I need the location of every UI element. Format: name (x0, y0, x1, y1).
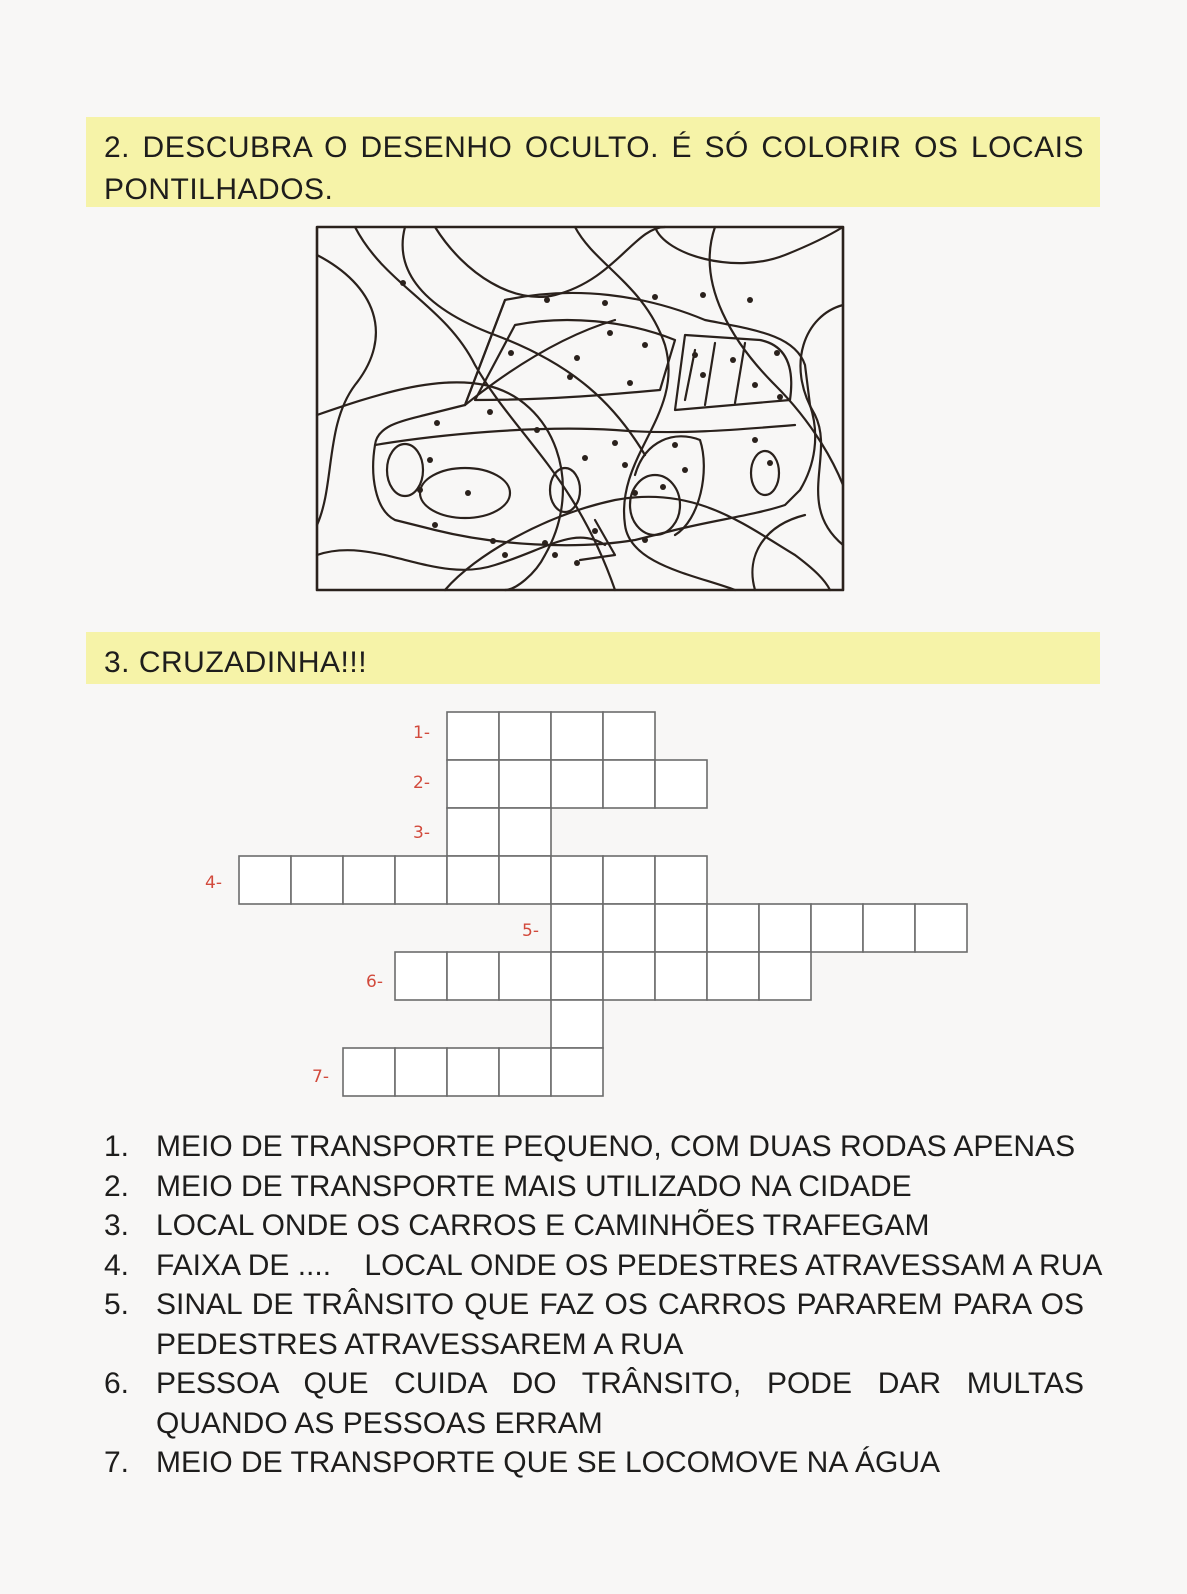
clue-item (104, 1364, 1084, 1443)
crossword-cell (447, 712, 499, 760)
clue-text: FAIXA DE .... LOCAL ONDE OS PEDESTRES ATRAVESSAM A RUA (156, 1248, 1103, 1282)
clue-text: LOCAL ONDE OS CARROS E CAMINHÕES TRAFEGAM (156, 1209, 930, 1242)
crossword-cell (655, 760, 707, 808)
crossword-cell (603, 856, 655, 904)
clue-item (104, 1167, 1084, 1207)
clue-text: PESSOA QUE CUIDA DO TRÂNSITO, PODE DAR MULTAS QUANDO AS PESSOAS ERRAM (156, 1367, 1084, 1440)
crossword-cell (551, 1048, 603, 1096)
crossword-cell (395, 856, 447, 904)
crossword-cell (603, 904, 655, 952)
clue-number: 2. (104, 1169, 130, 1203)
crossword-cell (551, 856, 603, 904)
clue-item (104, 1246, 1103, 1286)
clue-number: 5. (104, 1288, 130, 1321)
clue-text: SINAL DE TRÂNSITO QUE FAZ OS CARROS PARAREM PARA OS PEDESTRES ATRAVESSAREM A RUA (156, 1288, 1084, 1361)
crossword-cell (239, 856, 291, 904)
crossword-cell (603, 952, 655, 1000)
crossword-cell (551, 904, 603, 952)
crossword-cell (499, 856, 551, 904)
crossword-cell (499, 760, 551, 808)
section-3-heading: 3. CRUZADINHA!!! (86, 632, 1100, 684)
crossword-cell (447, 1048, 499, 1096)
clue-item (104, 1127, 1084, 1167)
crossword-cell (395, 1048, 447, 1096)
clue-text: MEIO DE TRANSPORTE MAIS UTILIZADO NA CIDADE (156, 1169, 912, 1203)
crossword-cell (603, 712, 655, 760)
clue-text: MEIO DE TRANSPORTE PEQUENO, COM DUAS RODAS APENAS (156, 1130, 1076, 1163)
clue-number: 4. (104, 1248, 130, 1282)
clue-number: 1. (104, 1130, 130, 1163)
crossword-cell (499, 1048, 551, 1096)
crossword-label-7: 7- (312, 1067, 329, 1087)
crossword-cell (707, 952, 759, 1000)
crossword-cell (655, 952, 707, 1000)
crossword-label-4: 4- (205, 873, 222, 893)
crossword-cell (603, 760, 655, 808)
crossword-label-1: 1- (413, 723, 430, 743)
crossword-label-2: 2- (413, 773, 430, 793)
clue-list (104, 1127, 1103, 1483)
hidden-picture-car (315, 225, 845, 592)
crossword-cell (759, 952, 811, 1000)
clue-item (104, 1443, 1084, 1483)
clue-number: 6. (104, 1367, 130, 1400)
crossword-cell (551, 952, 603, 1000)
crossword-cell (811, 904, 863, 952)
crossword-cell (499, 712, 551, 760)
crossword-cell (343, 1048, 395, 1096)
crossword-cell (915, 904, 967, 952)
crossword-cell (551, 1000, 603, 1048)
crossword-cell (499, 808, 551, 856)
crossword-cell (499, 952, 551, 1000)
crossword-cell (551, 712, 603, 760)
clue-number: 7. (104, 1446, 130, 1479)
crossword-label-6: 6- (366, 972, 383, 992)
crossword-cell (447, 952, 499, 1000)
crossword-cell (759, 904, 811, 952)
crossword-cell (291, 856, 343, 904)
crossword-cell (447, 760, 499, 808)
crossword-label-5: 5- (522, 921, 539, 941)
crossword-cell (551, 760, 603, 808)
crossword-cell (863, 904, 915, 952)
section-2-heading: 2. DESCUBRA O DESENHO OCULTO. É SÓ COLORIR OS LOCAIS PONTILHADOS. (86, 117, 1100, 207)
crossword-cell (343, 856, 395, 904)
clue-item (104, 1206, 1084, 1246)
clue-number: 3. (104, 1209, 130, 1242)
crossword-cell (655, 904, 707, 952)
crossword-cell (447, 808, 499, 856)
crossword-cell (395, 952, 447, 1000)
clue-item (104, 1285, 1084, 1364)
clue-text: MEIO DE TRANSPORTE QUE SE LOCOMOVE NA ÁGUA (156, 1446, 941, 1479)
crossword-cell (655, 856, 707, 904)
crossword-label-3: 3- (413, 823, 430, 843)
crossword-cell (447, 856, 499, 904)
crossword-cell (707, 904, 759, 952)
